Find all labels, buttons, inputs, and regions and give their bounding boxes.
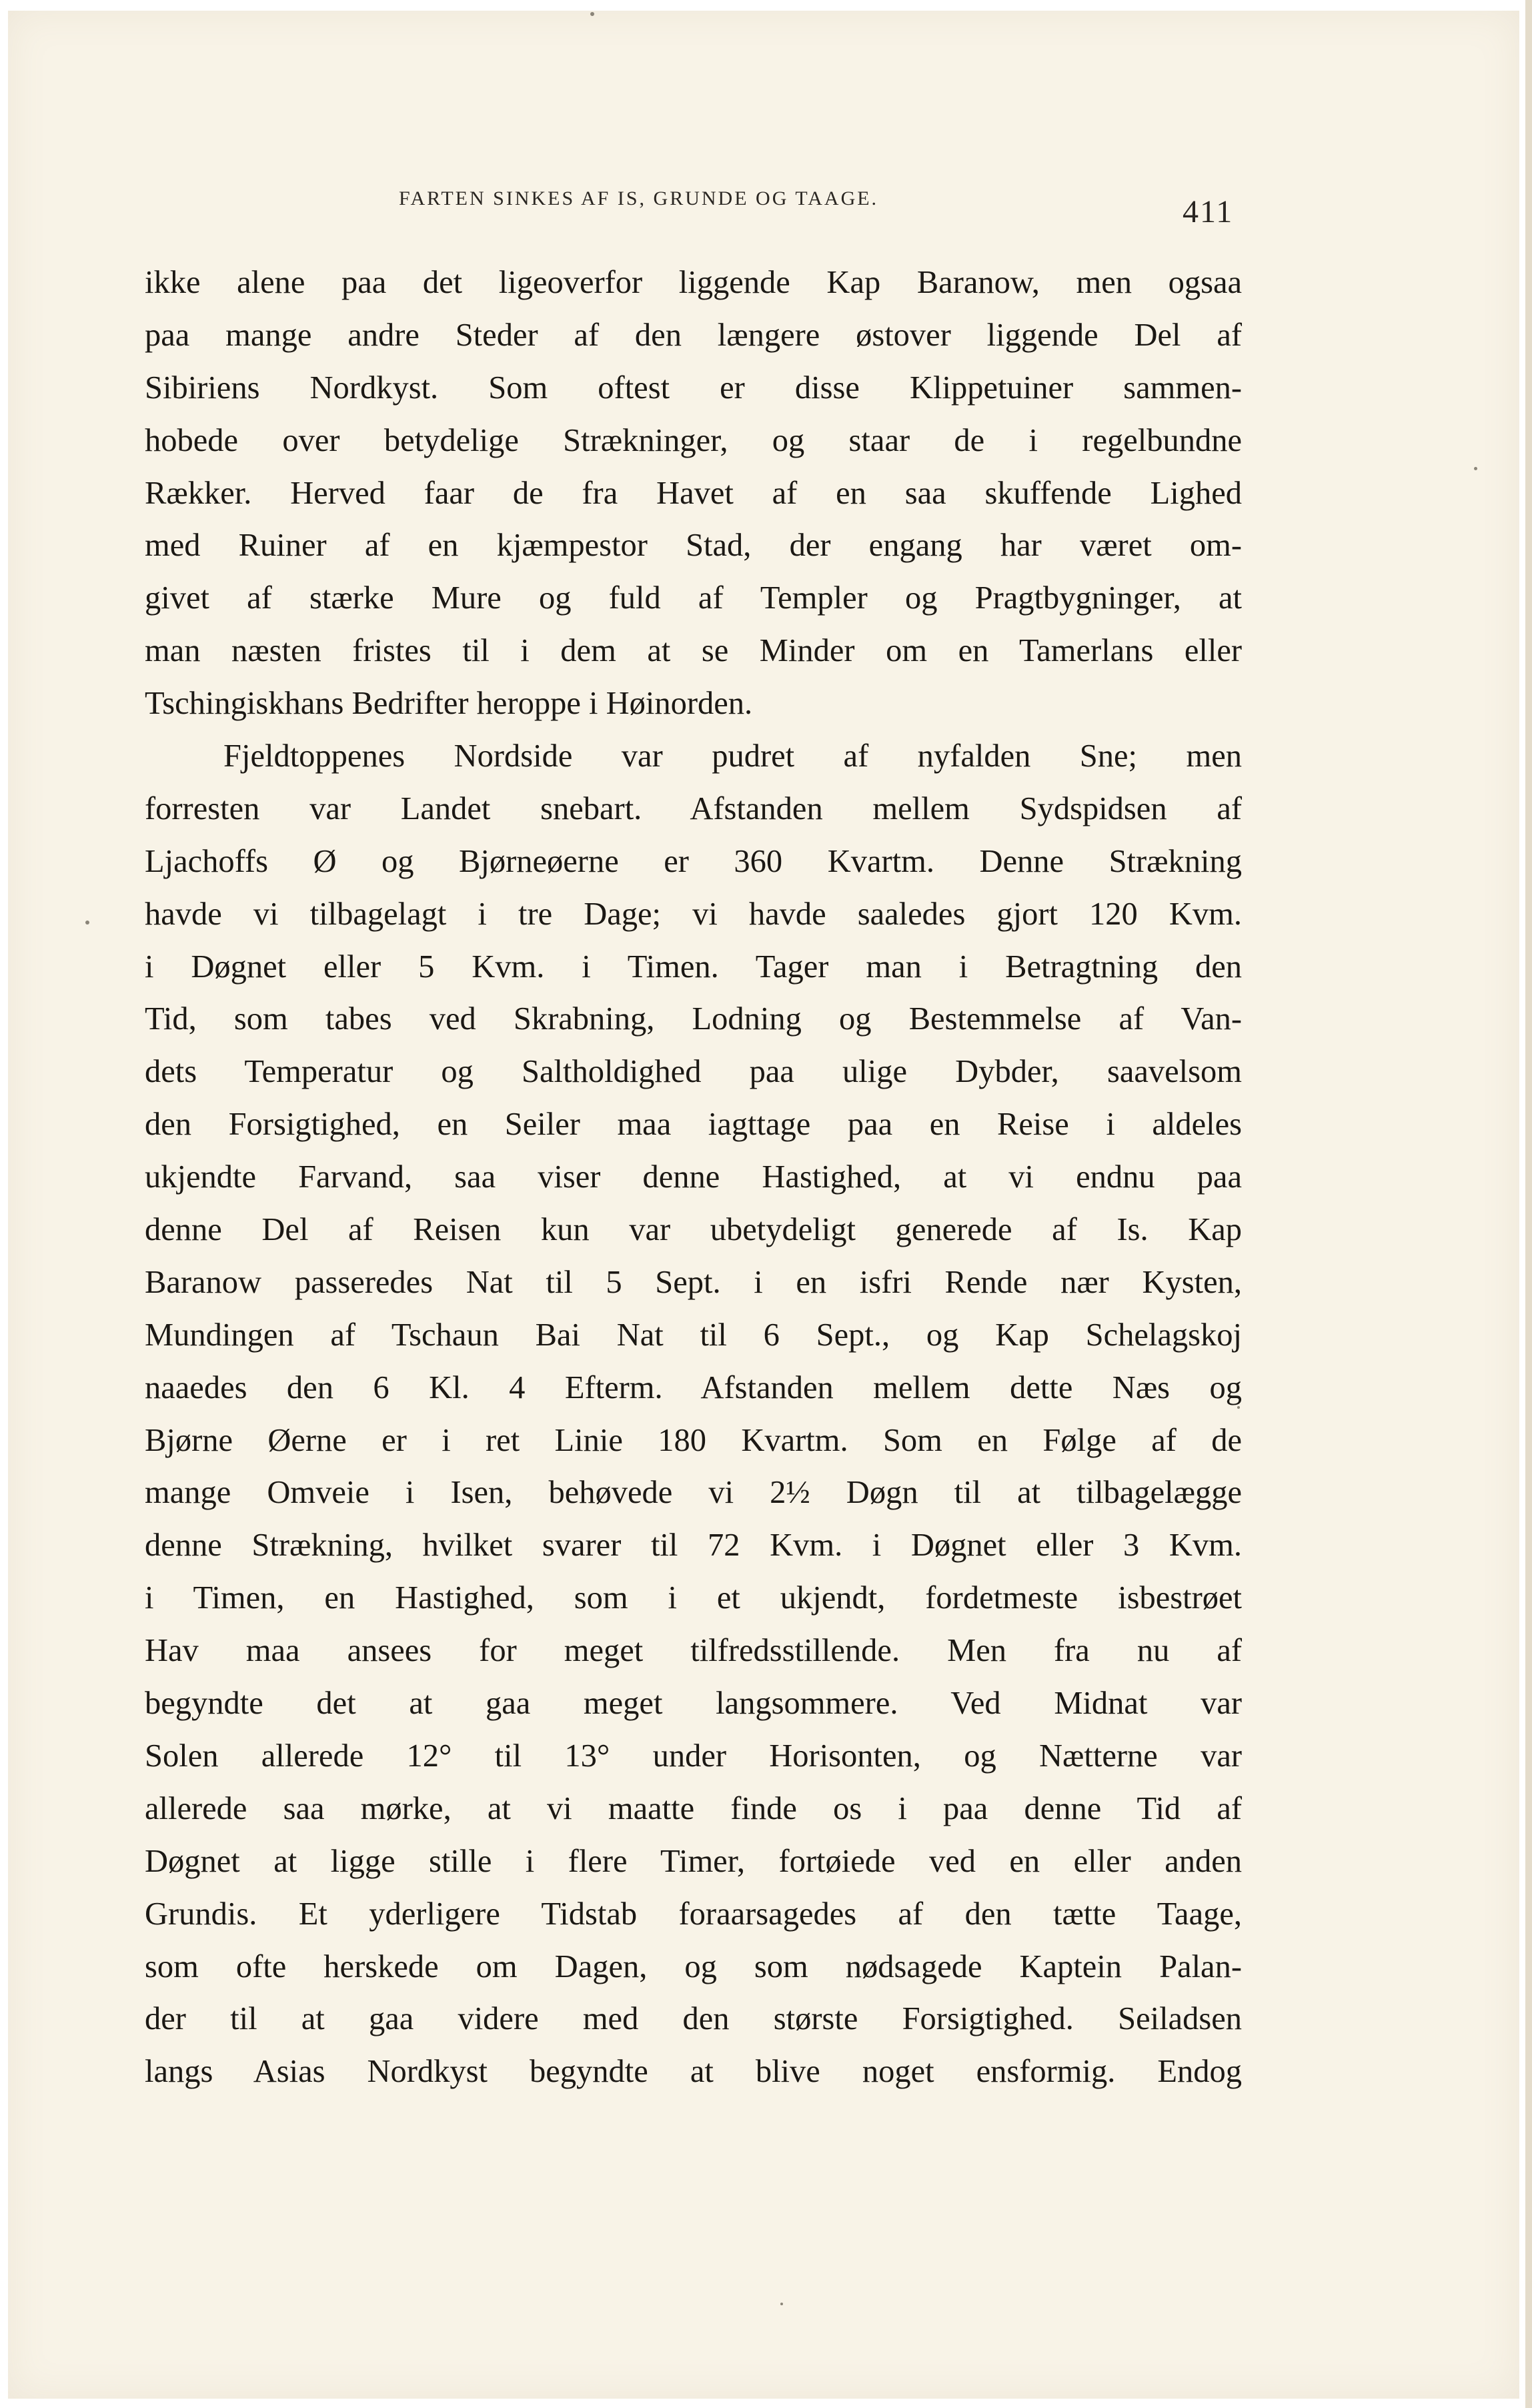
text-line: Tschingiskhans Bedrifter heroppe i Høinorden.: [145, 686, 753, 722]
text-line: naaedes den 6 Kl. 4 Efterm. Afstanden mellem dette Næs og: [145, 1369, 1242, 1405]
text-line: Rækker. Herved faar de fra Havet af en saa skuffende Lighed: [145, 475, 1242, 511]
paper-speck: [1474, 467, 1477, 470]
text-line: langs Asias Nordkyst begyndte at blive noget ensformig. Endog: [145, 2054, 1242, 2090]
text-line: givet af stærke Mure og fuld af Templer og Pragtbygninger, at: [145, 580, 1242, 616]
text-line: ikke alene paa det ligeoverfor liggende Kap Baranow, men ogsaa: [145, 265, 1242, 300]
text-line: der til at gaa videre med den største Forsigtighed. Seiladsen: [145, 2001, 1242, 2037]
text-line: paa mange andre Steder af den længere østover liggende Del af: [145, 317, 1242, 353]
text-line: Fjeldtoppenes Nordside var pudret af nyfalden Sne; men: [223, 738, 1242, 774]
text-line: denne Del af Reisen kun var ubetydeligt generede af Is. Kap: [145, 1212, 1242, 1248]
paper-speck: [1237, 1406, 1240, 1409]
text-line: Hav maa ansees for meget tilfredsstillende. Men fra nu af: [145, 1633, 1242, 1669]
text-line: den Forsigtighed, en Seiler maa iagttage paa en Reise i aldeles: [145, 1107, 1242, 1143]
text-line: man næsten fristes til i dem at se Minder om en Tamerlans eller: [145, 633, 1242, 669]
text-line: mange Omveie i Isen, behøvede vi 2½ Døgn til at tilbagelægge: [145, 1475, 1242, 1511]
text-line: som ofte herskede om Dagen, og som nødsagede Kaptein Palan-: [145, 1948, 1242, 1984]
text-line: allerede saa mørke, at vi maatte finde os i paa denne Tid af: [145, 1790, 1242, 1826]
text-line: Døgnet at ligge stille i flere Timer, fortøiede ved en eller anden: [145, 1843, 1242, 1879]
text-line: i Døgnet eller 5 Kvm. i Timen. Tager man i Betragtning den: [145, 949, 1242, 985]
text-line: Mundingen af Tschaun Bai Nat til 6 Sept., og Kap Schelagskoj: [145, 1317, 1242, 1353]
paper-speck: [590, 12, 594, 16]
text-line: dets Temperatur og Saltholdighed paa ulige Dybder, saavelsom: [145, 1054, 1242, 1090]
text-line: Bjørne Øerne er i ret Linie 180 Kvartm. Som en Følge af de: [145, 1422, 1242, 1458]
paper-speck: [780, 2303, 783, 2305]
page-number: 411: [1183, 194, 1234, 229]
text-line: Grundis. Et yderligere Tidstab foraarsagedes af den tætte Taage,: [145, 1896, 1242, 1932]
text-line: i Timen, en Hastighed, som i et ukjendt, fordetmeste isbestrøet: [145, 1580, 1242, 1616]
running-header: FARTEN SINKES AF IS, GRUNDE OG TAAGE.: [399, 187, 879, 209]
text-line: hobede over betydelige Strækninger, og staar de i regelbundne: [145, 422, 1242, 458]
text-line: forresten var Landet snebart. Afstanden mellem Sydspidsen af: [145, 790, 1242, 826]
page-edge-shadow: [1525, 0, 1532, 2408]
body-text: [145, 257, 1242, 2098]
paragraph-2: [145, 730, 1242, 2098]
text-line: Ljachoffs Ø og Bjørneøerne er 360 Kvartm. Denne Strækning: [145, 843, 1242, 879]
text-line: havde vi tilbagelagt i tre Dage; vi havde saaledes gjort 120 Kvm.: [145, 896, 1242, 932]
text-line: denne Strækning, hvilket svarer til 72 Kvm. i Døgnet eller 3 Kvm.: [145, 1528, 1242, 1564]
paper-speck: [85, 921, 89, 925]
text-line: med Ruiner af en kjæmpestor Stad, der engang har været om-: [145, 528, 1242, 564]
text-line: begyndte det at gaa meget langsommere. Ved Midnat var: [145, 1686, 1242, 1722]
text-line: Sibiriens Nordkyst. Som oftest er disse Klippetuiner sammen-: [145, 370, 1242, 406]
text-line: ukjendte Farvand, saa viser denne Hastighed, at vi endnu paa: [145, 1159, 1242, 1195]
text-line: Solen allerede 12° til 13° under Horisonten, og Nætterne var: [145, 1738, 1242, 1774]
text-line: Baranow passeredes Nat til 5 Sept. i en isfri Rende nær Kysten,: [145, 1264, 1242, 1300]
text-line: Tid, som tabes ved Skrabning, Lodning og Bestemmelse af Van-: [145, 1001, 1242, 1037]
paragraph-1: [145, 257, 1242, 730]
